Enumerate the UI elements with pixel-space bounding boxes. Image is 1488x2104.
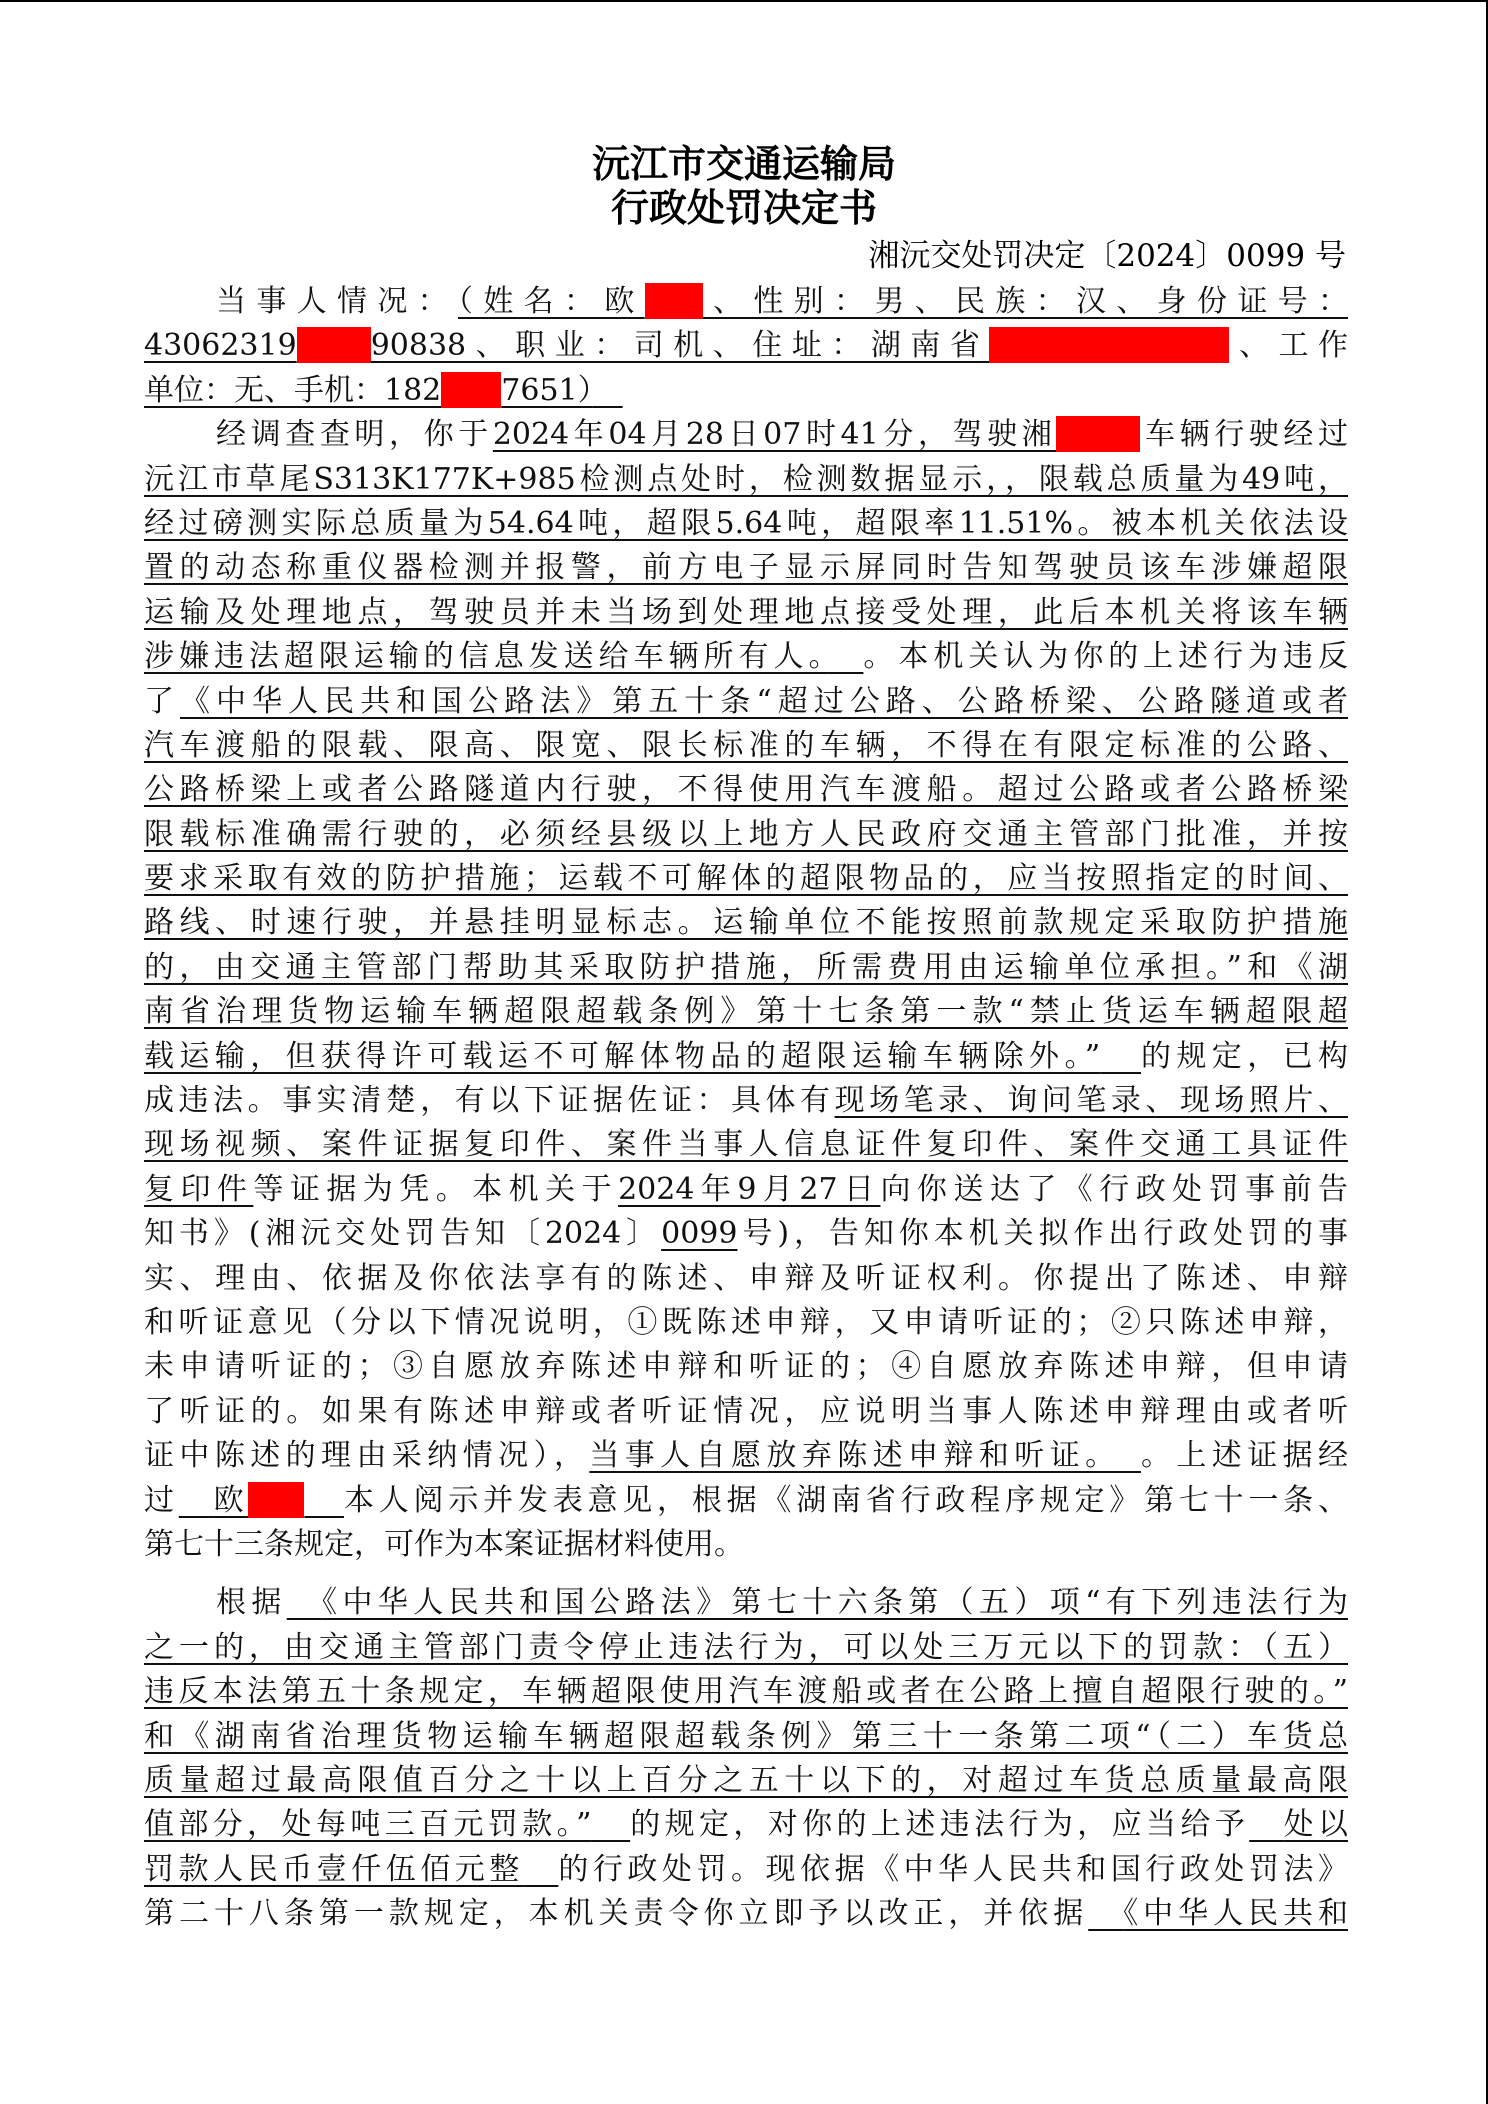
page-border-top (0, 0, 1488, 2)
para2-line: 和《湖南省治理货物运输车辆超限超载条例》第三十一条第二项“（二）车货总 (144, 1718, 1348, 1754)
document-body (144, 280, 1348, 1936)
party-line-2: 43062319 90838、职业：司机、住址：湖南省 、工作 (144, 328, 1348, 364)
para1-line: 知书》(湘沅交处罚告知〔2024〕0099号)，告知你本机关拟作出行政处罚的事 (144, 1216, 1348, 1252)
redaction-box (441, 372, 501, 408)
para1-line: 涉嫌违法超限运输的信息发送给车辆所有人。 。本机关认为你的上述行为违反 (144, 639, 1348, 675)
para2-line-1: 根据 《中华人民共和国公路法》第七十六条第（五）项“有下列违法行为 (216, 1585, 1348, 1621)
para1-line: 现场视频、案件证据复印件、案件当事人信息证件复印件、案件交通工具证件 (144, 1127, 1348, 1163)
para2-line: 罚款人民币壹仟伍佰元整 的行政处罚。现依据《中华人民共和国行政处罚法》 (144, 1851, 1348, 1887)
para1-line: 第七十三条规定，可作为本案证据材料使用。 (144, 1526, 744, 1562)
para1-line: 成违法。事实清楚，有以下证据佐证：具体有现场笔录、询问笔录、现场照片、 (144, 1083, 1348, 1119)
para1-line: 未申请听证的；③自愿放弃陈述申辩和听证的；④自愿放弃陈述申辩，但申请 (144, 1349, 1348, 1385)
para1-line: 了听证的。如果有陈述申辩或者听证情况，应说明当事人陈述申辩理由或者听 (144, 1393, 1348, 1429)
para2-line: 质量超过最高限值百分之十以上百分之五十以下的，对超过车货总质量最高限 (144, 1762, 1348, 1798)
para1-line: 了《中华人民共和国公路法》第五十条“超过公路、公路桥梁、公路隧道或者 (144, 683, 1348, 719)
redaction-box (989, 327, 1229, 363)
para1-line-1: 经调查查明，你于2024年04月28日07时41分，驾驶湘 车辆行驶经过 (216, 417, 1348, 453)
document-number: 湘沅交处罚决定〔2024〕0099 号 (868, 238, 1346, 274)
redaction-box (645, 283, 703, 319)
para1-line: 经过磅测实际总质量为54.64吨，超限5.64吨，超限率11.51%。被本机关依法设 (144, 505, 1348, 541)
para1-line: 置的动态称重仪器检测并报警，前方电子显示屏同时告知驾驶员该车涉嫌超限 (144, 550, 1348, 586)
redaction-box (1056, 416, 1140, 452)
para1-line: 要求采取有效的防护措施；运载不可解体的超限物品的，应当按照指定的时间、 (144, 861, 1348, 897)
para2-line: 违反本法第五十条规定，车辆超限使用汽车渡船或者在公路上擅自超限行驶的。” (144, 1674, 1348, 1710)
para1-line: 证中陈述的理由采纳情况），当事人自愿放弃陈述申辩和听证。 。上述证据经 (144, 1438, 1348, 1474)
agency-title: 沅江市交通运输局 (591, 141, 896, 186)
para1-line: 路线、时速行驶，并悬挂明显标志。运输单位不能按照前款规定采取防护措施 (144, 905, 1348, 941)
para1-line: 限载标准确需行驶的，必须经县级以上地方人民政府交通主管部门批准，并按 (144, 816, 1348, 852)
para1-line: 运输及处理地点，驾驶员并未当场到处理地点接受处理，此后本机关将该车辆 (144, 594, 1348, 630)
para2-line: 第二十八条第一款规定，本机关责令你立即予以改正，并依据 《中华人民共和 (144, 1896, 1348, 1932)
para1-line: 载运输，但获得许可载运不可解体物品的超限运输车辆除外。” 的规定，已构 (144, 1038, 1348, 1074)
document-type-title: 行政处罚决定书 (610, 185, 877, 230)
para1-line: 公路桥梁上或者公路隧道内行驶，不得使用汽车渡船。超过公路或者公路桥梁 (144, 772, 1348, 808)
para1-line: 实、理由、依据及你依法享有的陈述、申辩及听证权利。你提出了陈述、申辩 (144, 1260, 1348, 1296)
para2-line: 值部分，处每吨三百元罚款。” 的规定，对你的上述违法行为，应当给予 处以 (144, 1807, 1348, 1843)
redaction-box (248, 1482, 304, 1518)
party-label: 当事人情况： (216, 284, 458, 319)
para1-line: 沅江市草尾S313K177K+985检测点处时，检测数据显示，，限载总质量为49吨， (144, 461, 1348, 497)
para1-line: 南省治理货物运输车辆超限超载条例》第十七条第一款“禁止货运车辆超限超 (144, 994, 1348, 1030)
para1-line: 的，由交通主管部门帮助其采取防护措施，所需费用由运输单位承担。”和《湖 (144, 949, 1348, 985)
para2-line: 之一的，由交通主管部门责令停止违法行为，可以处三万元以下的罚款：（五） (144, 1629, 1348, 1665)
redaction-box (297, 327, 371, 363)
party-name-segment: （姓名：欧 、性别：男、民族：汉、身份证号： (458, 284, 1348, 319)
para1-line: 过 欧 本人阅示并发表意见，根据《湖南省行政程序规定》第七十一条、 (144, 1482, 1348, 1518)
para1-line: 复印件等证据为凭。本机关于2024年9月27日向你送达了《行政处罚事前告 (144, 1171, 1348, 1207)
party-line-3: 单位：无、手机：182 7651） (144, 372, 593, 408)
para1-line: 和听证意见（分以下情况说明，①既陈述申辩，又申请听证的；②只陈述申辩， (144, 1304, 1348, 1340)
para1-line: 汽车渡船的限载、限高、限宽、限长标准的车辆，不得在有限定标准的公路、 (144, 727, 1348, 763)
party-line-1 (144, 280, 1348, 324)
